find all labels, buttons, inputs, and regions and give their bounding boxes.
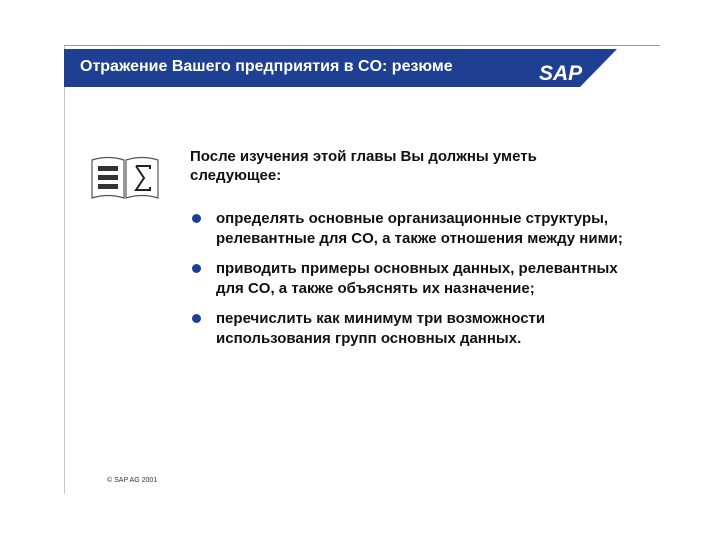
- list-item: [190, 309, 630, 349]
- bullet-icon: [192, 214, 201, 223]
- list-item: [190, 209, 630, 249]
- list-item-text: перечислить как минимум три возможности использования групп основных данных.: [216, 310, 546, 347]
- sap-logo-text: SAP: [539, 62, 583, 85]
- intro-text: После изучения этой главы Вы должны уметь следующее:: [190, 148, 537, 184]
- book-summation-icon: [90, 154, 160, 200]
- page-title: Отражение Вашего предприятия в CO: резюме: [80, 58, 453, 75]
- objectives-list: [190, 209, 630, 359]
- bullet-icon: [192, 314, 201, 323]
- list-item: [190, 259, 630, 299]
- list-item-text: определять основные организационные структуры, релевантные для CO, а также отношения между ними;: [216, 210, 623, 247]
- copyright-text: © SAP AG 2001: [107, 477, 158, 484]
- left-divider: [64, 46, 65, 494]
- bullet-icon: [192, 264, 201, 273]
- sap-logo: [533, 49, 617, 87]
- list-item-text: приводить примеры основных данных, релевантных для CO, а также объяснять их назначение;: [216, 260, 618, 297]
- top-divider: [64, 45, 660, 46]
